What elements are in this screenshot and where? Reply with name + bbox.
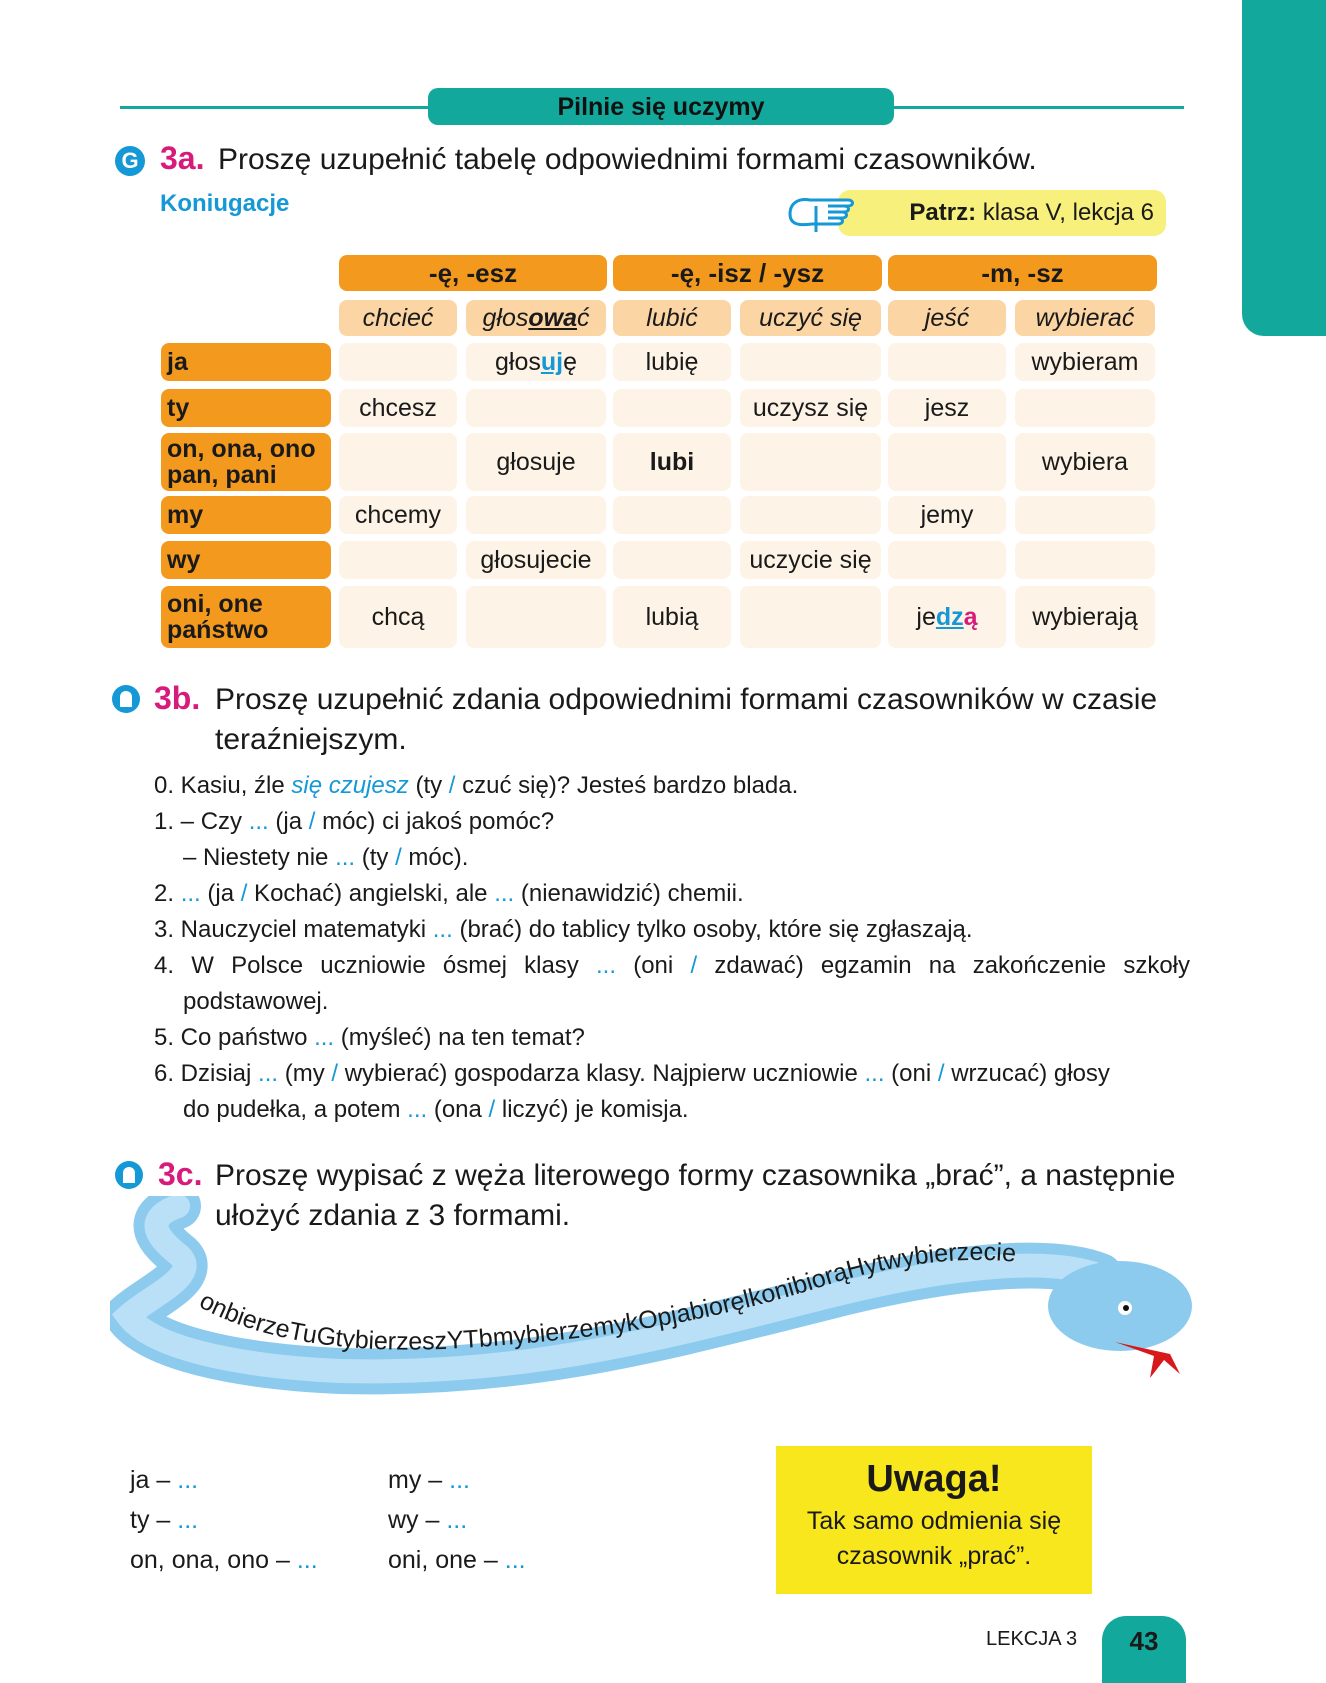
grammar-icon: G xyxy=(115,146,145,176)
blank[interactable]: ... xyxy=(296,1546,318,1574)
blank[interactable]: ... xyxy=(494,880,515,907)
pron-wy: wy xyxy=(161,541,331,579)
cell-on-chciec[interactable] xyxy=(339,433,457,491)
blank[interactable]: ... xyxy=(596,952,617,979)
form-oni: oni, one – ... xyxy=(388,1546,526,1574)
cell-oni-lubic: lubią xyxy=(613,586,731,648)
cell-ty-jesc: jesz xyxy=(888,389,1006,427)
task-3c-text-line2: ułożyć zdania z 3 formami. xyxy=(215,1199,571,1232)
blank[interactable]: ... xyxy=(407,1096,428,1123)
pron-on-ona-ono: on, ona, ono pan, pani xyxy=(161,433,331,491)
cell-oni-glosowac[interactable] xyxy=(466,586,606,648)
see-also-bold: Patrz: xyxy=(909,199,977,226)
letter-snake-illustration xyxy=(110,1196,1220,1406)
task-3c-number: 3c. xyxy=(158,1156,203,1192)
cell-my-uczyc[interactable] xyxy=(740,496,881,534)
raised-hand-icon xyxy=(114,1159,144,1191)
forms-left-column xyxy=(130,1460,318,1580)
form-ty: ty – ... xyxy=(130,1506,199,1534)
cell-my-wybierac[interactable] xyxy=(1015,496,1155,534)
inf-jesc: jeść xyxy=(888,300,1006,336)
blank[interactable]: ... xyxy=(432,916,453,943)
cell-oni-chciec: chcą xyxy=(339,586,457,648)
header-rule-right xyxy=(892,106,1184,109)
task-3a-text: Proszę uzupełnić tabelę odpowiednimi formami czasowników. xyxy=(218,143,1037,176)
sentence-1b: – Niestety nie ... (ty / móc). xyxy=(183,844,469,871)
blank[interactable]: ... xyxy=(314,1024,335,1051)
form-ja: ja – ... xyxy=(130,1466,199,1494)
cell-oni-wybierac: wybierają xyxy=(1015,586,1155,648)
task-3c-text-line1: Proszę wypisać z węża literowego formy czasownika „brać”, a następnie xyxy=(215,1159,1176,1192)
group-e-isz: -ę, -isz / -ysz xyxy=(613,255,882,291)
pron-ja: ja xyxy=(161,343,331,381)
form-wy: wy – ... xyxy=(388,1506,468,1534)
cell-ja-lubic: lubię xyxy=(613,343,731,381)
cell-wy-chciec[interactable] xyxy=(339,541,457,579)
cell-oni-jesc: je dz ą xyxy=(888,586,1006,648)
sentence-5: 5. Co państwo ... (myśleć) na ten temat? xyxy=(154,1024,585,1051)
blank[interactable]: ... xyxy=(258,1060,279,1087)
sentence-4: 4. W Polsce uczniowie ósmej klasy ... (oni / zdawać) egzamin na zakończenie szkoły xyxy=(154,952,1191,979)
cell-ty-glosowac[interactable] xyxy=(466,389,606,427)
note-line1: Tak samo odmienia się xyxy=(806,1507,1062,1535)
sentence-4b: podstawowej. xyxy=(183,988,329,1015)
cell-ty-wybierac[interactable] xyxy=(1015,389,1155,427)
blank[interactable]: ... xyxy=(180,880,201,907)
inf-glosowac: głos owa ć xyxy=(466,300,606,336)
snake-letters: onbierzeTuGtybierzeszYTbmybierzemykOpjabioręlkonibiorąHytwybierzecie xyxy=(195,1237,1018,1356)
pron-my: my xyxy=(161,496,331,534)
task-3b-text-line2: teraźniejszym. xyxy=(215,723,407,756)
note-box xyxy=(776,1446,1092,1594)
blank[interactable]: ... xyxy=(248,808,269,835)
inf-lubic: lubić xyxy=(613,300,731,336)
see-also-ref: klasa V, lekcja 6 xyxy=(976,199,1154,226)
section-banner: Pilnie się uczymy xyxy=(428,88,894,125)
cell-ty-uczyc: uczysz się xyxy=(740,389,881,427)
cell-ja-jesc[interactable] xyxy=(888,343,1006,381)
pron-ty: ty xyxy=(161,389,331,427)
inf-wybierac: wybierać xyxy=(1015,300,1155,336)
page-number: 43 xyxy=(1102,1616,1186,1683)
sentence-0: 0. Kasiu, źle się czujesz (ty / czuć się)? Jesteś bardzo blada. xyxy=(154,772,799,799)
note-line2: czasownik „prać”. xyxy=(836,1542,1032,1570)
see-also-note xyxy=(838,190,1166,236)
pron-oni-one: oni, one państwo xyxy=(161,586,331,648)
note-title: Uwaga! xyxy=(866,1458,1002,1500)
inf-uczyc-sie: uczyć się xyxy=(740,300,881,336)
cell-my-lubic[interactable] xyxy=(613,496,731,534)
blank[interactable]: ... xyxy=(335,844,356,871)
form-my: my – ... xyxy=(388,1466,470,1494)
blank[interactable]: ... xyxy=(177,1506,199,1534)
sentence-1: 1. – Czy ... (ja / móc) ci jakoś pomóc? xyxy=(154,808,555,835)
cell-on-jesc[interactable] xyxy=(888,433,1006,491)
cell-on-wybierac: wybiera xyxy=(1015,433,1155,491)
cell-on-uczyc[interactable] xyxy=(740,433,881,491)
forms-right-column xyxy=(388,1460,526,1580)
sentence-2: 2. ... (ja / Kochać) angielski, ale ... (nienawidzić) chemii. xyxy=(154,880,744,907)
cell-wy-glosowac: głosujecie xyxy=(466,541,606,579)
pointing-hand-icon xyxy=(786,192,858,234)
cell-ja-glosowac[interactable]: głos uj ę xyxy=(466,343,606,381)
sentence-6b: do pudełka, a potem ... (ona / liczyć) je komisja. xyxy=(183,1096,689,1123)
cell-ty-lubic[interactable] xyxy=(613,389,731,427)
conjugations-label: Koniugacje xyxy=(160,190,290,217)
sentence-3: 3. Nauczyciel matematyki ... (brać) do tablicy tylko osoby, które się zgłaszają. xyxy=(154,916,973,943)
cell-my-chciec: chcemy xyxy=(339,496,457,534)
task-3b-number: 3b. xyxy=(154,680,201,716)
cell-wy-lubic[interactable] xyxy=(613,541,731,579)
cell-wy-wybierac[interactable] xyxy=(1015,541,1155,579)
group-e-esz: -ę, -esz xyxy=(339,255,607,291)
cell-ja-chciec[interactable] xyxy=(339,343,457,381)
task-3b-text-line1: Proszę uzupełnić zdania odpowiednimi formami czasowników w czasie xyxy=(215,683,1158,716)
cell-my-jesc: jemy xyxy=(888,496,1006,534)
blank[interactable]: ... xyxy=(504,1546,526,1574)
blank[interactable]: ... xyxy=(864,1060,885,1087)
task-3a-number: 3a. xyxy=(160,140,205,176)
cell-ja-uczyc[interactable] xyxy=(740,343,881,381)
page-edge-tab xyxy=(1242,0,1326,336)
cell-wy-uczyc: uczycie się xyxy=(740,541,881,579)
form-on: on, ona, ono – ... xyxy=(130,1546,318,1574)
cell-ja-wybierac: wybieram xyxy=(1015,343,1155,381)
cell-wy-jesc[interactable] xyxy=(888,541,1006,579)
cell-my-glosowac[interactable] xyxy=(466,496,606,534)
raised-hand-icon xyxy=(111,683,141,715)
cell-on-lubic: lubi xyxy=(613,433,731,491)
blank[interactable]: ... xyxy=(446,1506,468,1534)
group-m-sz: -m, -sz xyxy=(888,255,1157,291)
header-rule-left xyxy=(120,106,430,109)
cell-on-glosowac: głosuje xyxy=(466,433,606,491)
sentence-6: 6. Dzisiaj ... (my / wybierać) gospodarza klasy. Najpierw uczniowie ... (oni / wrzucać) głosy xyxy=(154,1060,1110,1087)
blank[interactable]: ... xyxy=(177,1466,199,1494)
cell-ty-chciec: chcesz xyxy=(339,389,457,427)
inf-chciec: chcieć xyxy=(339,300,457,336)
lesson-label: LEKCJA 3 xyxy=(986,1628,1078,1650)
blank[interactable]: ... xyxy=(449,1466,470,1494)
cell-oni-uczyc[interactable] xyxy=(740,586,881,648)
